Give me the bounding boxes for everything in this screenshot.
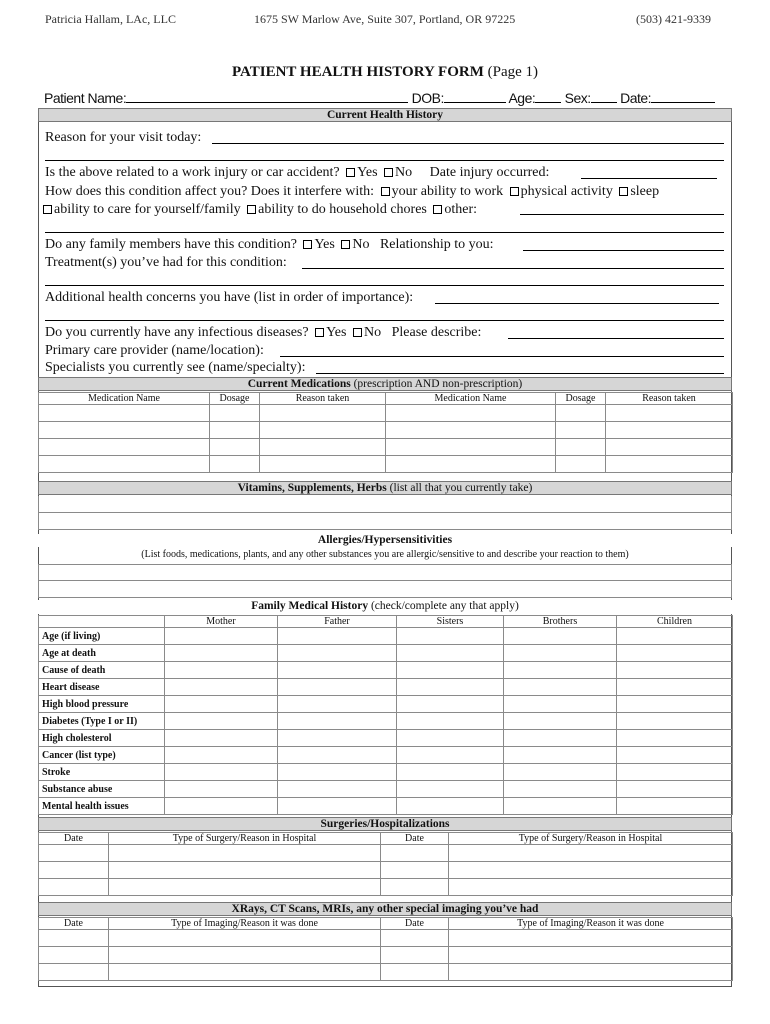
table-row [39, 862, 733, 879]
injury-date-field[interactable] [581, 178, 717, 179]
table-cell[interactable] [165, 798, 278, 815]
table-row [39, 879, 733, 896]
table-cell[interactable] [504, 645, 617, 662]
table-cell[interactable] [210, 405, 260, 422]
table-cell[interactable] [504, 713, 617, 730]
table-cell[interactable] [556, 456, 606, 473]
family-condition-question: Do any family members have this condition? Yes No Relationship to you: [45, 237, 494, 252]
sex-field[interactable] [591, 91, 617, 103]
table-cell[interactable] [278, 747, 397, 764]
table-row [39, 645, 733, 662]
table-row [39, 964, 733, 981]
specialists-field[interactable] [316, 373, 724, 374]
specialists-label: Specialists you currently see (name/specialty): [45, 360, 306, 375]
table-cell[interactable] [504, 747, 617, 764]
table-cell[interactable] [165, 747, 278, 764]
practice-address: 1675 SW Marlow Ave, Suite 307, Portland, OR 97225 [254, 12, 516, 26]
reason-field-line2[interactable] [45, 160, 724, 161]
household-checkbox[interactable] [247, 205, 256, 214]
dob-label: DOB: [411, 90, 444, 106]
injury-date-label: Date injury occurred: [429, 165, 550, 180]
physical-activity-checkbox[interactable] [510, 187, 519, 196]
table-cell[interactable] [606, 422, 733, 439]
table-cell[interactable] [278, 781, 397, 798]
current-health-heading: Current Health History [38, 108, 732, 122]
table-cell[interactable] [260, 456, 386, 473]
table-cell[interactable] [504, 798, 617, 815]
row-label: Substance abuse [39, 781, 165, 798]
table-cell[interactable] [109, 879, 381, 896]
table-cell[interactable] [210, 456, 260, 473]
self-care-checkbox[interactable] [43, 205, 52, 214]
table-cell[interactable] [210, 422, 260, 439]
family-history-table [38, 615, 733, 815]
table-cell[interactable] [617, 764, 733, 781]
med-col-dosage-2: Dosage [556, 393, 606, 405]
table-cell[interactable] [210, 439, 260, 456]
fam-col-children: Children [617, 616, 733, 628]
img-col-type-2: Type of Imaging/Reason it was done [449, 918, 733, 930]
sleep-checkbox[interactable] [619, 187, 628, 196]
row-label: Stroke [39, 764, 165, 781]
table-row [39, 845, 733, 862]
table-cell[interactable] [39, 862, 109, 879]
table-cell[interactable] [504, 662, 617, 679]
table-cell[interactable] [606, 405, 733, 422]
table-cell[interactable] [109, 964, 381, 981]
table-cell[interactable] [165, 696, 278, 713]
practice-name: Patricia Hallam, LAc, LLC [45, 12, 176, 26]
table-cell[interactable] [449, 879, 733, 896]
dob-field[interactable] [444, 91, 506, 103]
fam-col-brothers: Brothers [504, 616, 617, 628]
surgeries-heading: Surgeries/Hospitalizations [38, 817, 732, 831]
injury-no-checkbox[interactable] [384, 168, 393, 177]
allergies-subheading: (List foods, medications, plants, and any other substances you are allergic/sensitive to and describe your reaction to them) [141, 549, 629, 560]
infectious-yes-checkbox[interactable] [315, 328, 324, 337]
patient-name-field[interactable] [126, 91, 408, 103]
table-cell[interactable] [556, 422, 606, 439]
reason-field[interactable] [212, 143, 724, 144]
table-cell[interactable] [556, 439, 606, 456]
patient-name-label: Patient Name: [44, 90, 127, 106]
medications-table [38, 392, 733, 473]
table-cell[interactable] [165, 730, 278, 747]
table-cell[interactable] [397, 747, 504, 764]
table-cell[interactable] [381, 879, 449, 896]
table-cell[interactable] [617, 781, 733, 798]
table-cell[interactable] [397, 781, 504, 798]
family-no-checkbox[interactable] [341, 240, 350, 249]
table-cell[interactable] [381, 862, 449, 879]
row-label: Age (if living) [39, 628, 165, 645]
table-cell[interactable] [278, 645, 397, 662]
primary-care-field[interactable] [280, 356, 724, 357]
table-cell[interactable] [449, 930, 733, 947]
describe-label: Please describe: [391, 325, 482, 340]
allergies-heading: Allergies/Hypersensitivities [38, 534, 732, 547]
table-cell[interactable] [617, 679, 733, 696]
table-cell[interactable] [278, 679, 397, 696]
work-checkbox[interactable] [381, 187, 390, 196]
vitamins-row-2[interactable] [38, 513, 732, 530]
table-cell[interactable] [617, 662, 733, 679]
table-cell[interactable] [278, 730, 397, 747]
table-cell[interactable] [109, 930, 381, 947]
med-col-name-1: Medication Name [39, 393, 210, 405]
form-title-main: PATIENT HEALTH HISTORY FORM [231, 64, 484, 80]
table-cell[interactable] [397, 645, 504, 662]
table-cell[interactable] [39, 439, 210, 456]
table-row [39, 439, 733, 456]
table-cell[interactable] [278, 764, 397, 781]
additional-concerns-line2[interactable] [45, 320, 724, 321]
table-row [39, 798, 733, 815]
table-cell[interactable] [504, 781, 617, 798]
table-cell[interactable] [504, 628, 617, 645]
table-cell[interactable] [386, 456, 556, 473]
row-label: High blood pressure [39, 696, 165, 713]
table-cell[interactable] [386, 439, 556, 456]
table-cell[interactable] [278, 798, 397, 815]
table-row [39, 747, 733, 764]
relationship-field[interactable] [523, 250, 724, 251]
table-cell[interactable] [397, 764, 504, 781]
table-cell[interactable] [617, 645, 733, 662]
table-cell[interactable] [165, 662, 278, 679]
reason-label: Reason for your visit today: [45, 130, 202, 145]
row-label: Cancer (list type) [39, 747, 165, 764]
injury-question: Is the above related to a work injury or car accident? Yes No Date injury occurred: [45, 165, 550, 180]
practice-phone: (503) 421-9339 [636, 12, 711, 26]
family-history-heading: Family Medical History (check/complete any that apply) [38, 600, 732, 614]
table-cell[interactable] [165, 781, 278, 798]
table-cell[interactable] [260, 422, 386, 439]
table-cell[interactable] [381, 964, 449, 981]
table-cell[interactable] [109, 845, 381, 862]
infectious-question: Do you currently have any infectious diseases? Yes No Please describe: [45, 325, 482, 340]
table-cell[interactable] [397, 696, 504, 713]
form-title-page: (Page 1) [487, 64, 539, 80]
fam-col-sisters: Sisters [397, 616, 504, 628]
affect-question: How does this condition affect you? Does it interfere with: your ability to work physical activity sleep [45, 184, 660, 199]
surg-col-date-2: Date [381, 833, 449, 845]
surg-col-date-1: Date [39, 833, 109, 845]
table-row [39, 662, 733, 679]
table-cell[interactable] [278, 628, 397, 645]
other-checkbox[interactable] [433, 205, 442, 214]
table-cell[interactable] [165, 628, 278, 645]
row-label: Cause of death [39, 662, 165, 679]
img-col-type-1: Type of Imaging/Reason it was done [109, 918, 381, 930]
table-cell[interactable] [397, 662, 504, 679]
table-cell[interactable] [39, 405, 210, 422]
table-cell[interactable] [165, 679, 278, 696]
table-cell[interactable] [606, 439, 733, 456]
form-title [0, 64, 770, 81]
row-label: Heart disease [39, 679, 165, 696]
fam-col-father: Father [278, 616, 397, 628]
table-cell[interactable] [109, 862, 381, 879]
sex-label: Sex: [564, 90, 591, 106]
surg-col-type-2: Type of Surgery/Reason in Hospital [449, 833, 733, 845]
table-cell[interactable] [381, 845, 449, 862]
table-row [39, 730, 733, 747]
table-cell[interactable] [617, 798, 733, 815]
table-cell[interactable] [165, 645, 278, 662]
table-cell[interactable] [504, 679, 617, 696]
table-cell[interactable] [39, 845, 109, 862]
allergies-row-2[interactable] [38, 581, 732, 598]
table-cell[interactable] [39, 456, 210, 473]
vitamins-heading: Vitamins, Supplements, Herbs (list all that you currently take) [38, 481, 732, 495]
medications-heading: Current Medications (prescription AND non-prescription) [38, 377, 732, 391]
table-cell[interactable] [397, 713, 504, 730]
table-cell[interactable] [449, 845, 733, 862]
table-cell[interactable] [39, 422, 210, 439]
table-cell[interactable] [386, 422, 556, 439]
table-cell[interactable] [617, 747, 733, 764]
med-col-reason-1: Reason taken [260, 393, 386, 405]
table-cell[interactable] [504, 764, 617, 781]
table-cell[interactable] [397, 730, 504, 747]
table-row [39, 456, 733, 473]
treatment-label: Treatment(s) you’ve had for this condition: [45, 255, 287, 270]
injury-yes-checkbox[interactable] [346, 168, 355, 177]
row-label: Mental health issues [39, 798, 165, 815]
table-cell[interactable] [617, 713, 733, 730]
treatment-field[interactable] [302, 268, 724, 269]
med-col-reason-2: Reason taken [606, 393, 733, 405]
table-cell[interactable] [617, 696, 733, 713]
other-field[interactable] [520, 214, 724, 215]
surg-col-type-1: Type of Surgery/Reason in Hospital [109, 833, 381, 845]
table-cell[interactable] [449, 964, 733, 981]
date-field[interactable] [651, 91, 715, 103]
table-cell[interactable] [260, 439, 386, 456]
additional-concerns-label: Additional health concerns you have (list in order of importance): [45, 290, 414, 305]
allergies-row-1[interactable] [38, 564, 732, 581]
table-cell[interactable] [606, 456, 733, 473]
table-cell[interactable] [556, 405, 606, 422]
table-row [39, 764, 733, 781]
table-row [39, 628, 733, 645]
med-col-dosage-1: Dosage [210, 393, 260, 405]
med-col-name-2: Medication Name [386, 393, 556, 405]
table-cell[interactable] [39, 947, 109, 964]
treatment-field-line2[interactable] [45, 285, 724, 286]
table-cell[interactable] [39, 964, 109, 981]
table-cell[interactable] [386, 405, 556, 422]
table-cell[interactable] [278, 713, 397, 730]
fam-col-mother: Mother [165, 616, 278, 628]
table-row [39, 422, 733, 439]
imaging-table [38, 917, 733, 981]
table-cell[interactable] [617, 628, 733, 645]
table-cell[interactable] [109, 947, 381, 964]
describe-field[interactable] [508, 338, 724, 339]
table-cell[interactable] [449, 947, 733, 964]
table-cell[interactable] [39, 930, 109, 947]
age-field[interactable] [535, 91, 561, 103]
table-row [39, 679, 733, 696]
table-cell[interactable] [397, 628, 504, 645]
imaging-heading: XRays, CT Scans, MRIs, any other special imaging you’ve had [38, 902, 732, 916]
infectious-no-checkbox[interactable] [353, 328, 362, 337]
table-cell[interactable] [504, 730, 617, 747]
table-row [39, 781, 733, 798]
affect-field-line[interactable] [45, 232, 724, 233]
table-row [39, 947, 733, 964]
family-yes-checkbox[interactable] [303, 240, 312, 249]
row-label: Diabetes (Type I or II) [39, 713, 165, 730]
table-cell[interactable] [504, 696, 617, 713]
relationship-label: Relationship to you: [379, 237, 494, 252]
table-cell[interactable] [381, 930, 449, 947]
affect-question-line2: ability to care for yourself/family ability to do household chores other: [43, 202, 477, 218]
additional-concerns-field[interactable] [435, 303, 719, 304]
table-cell[interactable] [397, 798, 504, 815]
patient-info-line [44, 90, 724, 106]
age-label: Age: [508, 90, 536, 106]
vitamins-row-1[interactable] [38, 496, 732, 513]
table-row [39, 405, 733, 422]
table-cell[interactable] [449, 862, 733, 879]
table-row [39, 713, 733, 730]
table-row [39, 930, 733, 947]
img-col-date-1: Date [39, 918, 109, 930]
table-cell[interactable] [165, 764, 278, 781]
primary-care-label: Primary care provider (name/location): [45, 343, 264, 358]
table-cell[interactable] [278, 662, 397, 679]
row-label: Age at death [39, 645, 165, 662]
table-cell[interactable] [260, 405, 386, 422]
table-cell[interactable] [278, 696, 397, 713]
table-cell[interactable] [39, 879, 109, 896]
fam-col-blank [39, 616, 165, 628]
table-cell[interactable] [617, 730, 733, 747]
surgeries-table [38, 832, 733, 896]
table-row [39, 696, 733, 713]
img-col-date-2: Date [381, 918, 449, 930]
table-cell[interactable] [165, 713, 278, 730]
table-cell[interactable] [397, 679, 504, 696]
row-label: High cholesterol [39, 730, 165, 747]
table-cell[interactable] [381, 947, 449, 964]
date-label: Date: [620, 90, 652, 106]
